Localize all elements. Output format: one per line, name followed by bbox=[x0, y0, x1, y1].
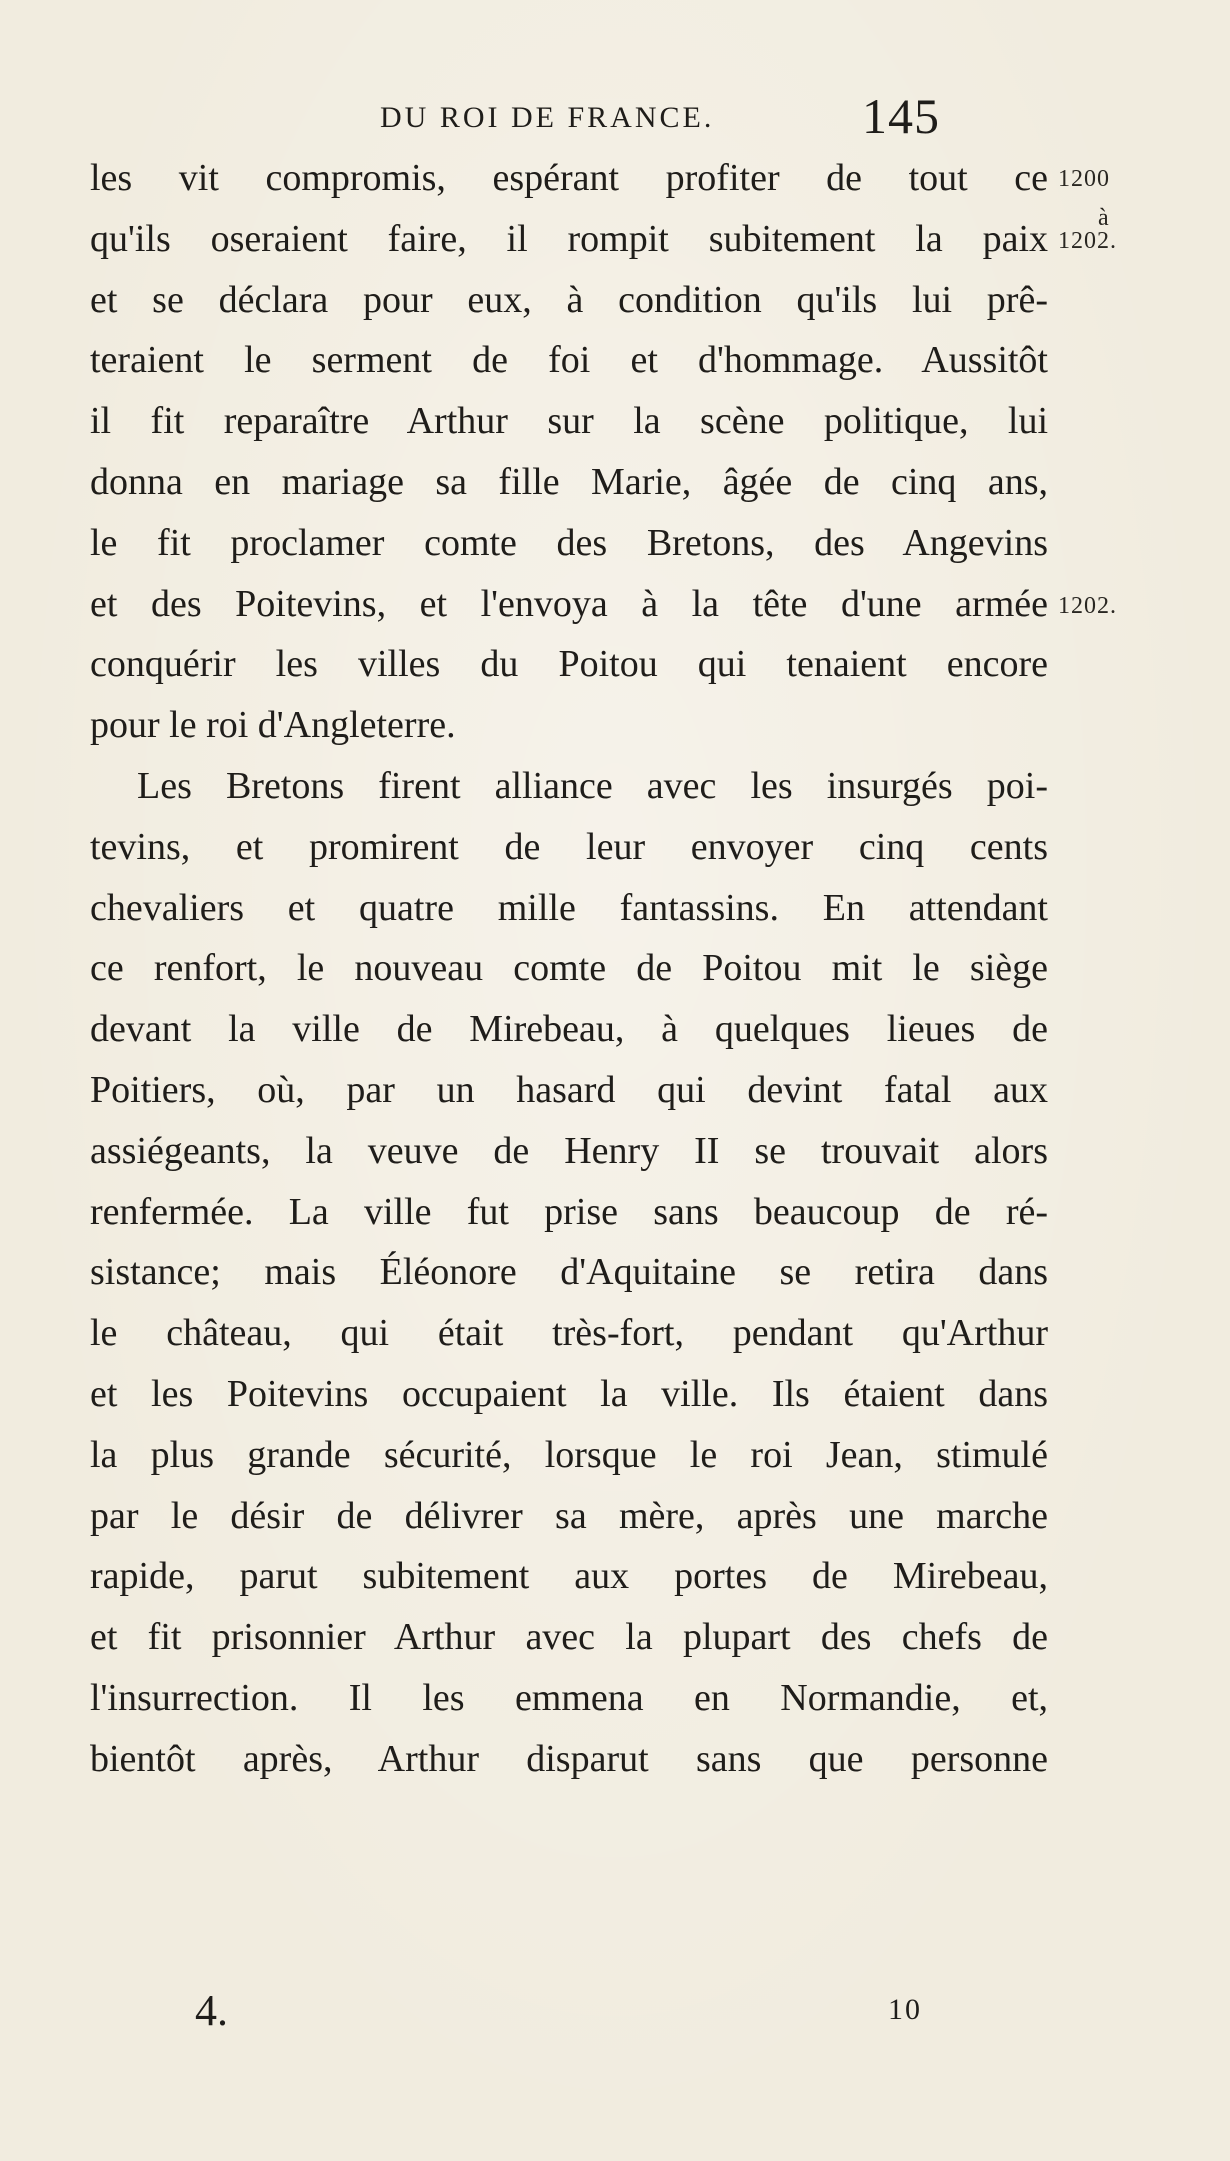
text-line: conquérir les villes du Poitou qui tenaient encore bbox=[90, 643, 1048, 686]
body-text bbox=[90, 148, 1048, 1790]
page-number: 145 bbox=[862, 88, 940, 144]
text-line: ce renfort, le nouveau comte de Poitou mit le siège bbox=[90, 947, 1048, 990]
margin-date-connector: à bbox=[1098, 205, 1110, 231]
signature-mark: 4. bbox=[195, 1986, 228, 2035]
sheet-number: 10 bbox=[888, 1993, 922, 2026]
page-header bbox=[380, 88, 940, 145]
margin-date-single: 1202. bbox=[1058, 593, 1117, 619]
text-line: et des Poitevins, et l'envoya à la tête d'une armée bbox=[90, 582, 1048, 625]
text-line: par le désir de délivrer sa mère, après une marche bbox=[90, 1494, 1048, 1537]
text-line: qu'ils oseraient faire, il rompit subitement la paix bbox=[90, 217, 1048, 260]
text-line: bientôt après, Arthur disparut sans que personne bbox=[90, 1737, 1048, 1780]
text-line: assiégeants, la veuve de Henry II se trouvait alors bbox=[90, 1129, 1048, 1172]
text-line-paragraph-start: Les Bretons firent alliance avec les insurgés poi- bbox=[137, 764, 1048, 807]
margin-date-start: 1200 bbox=[1058, 166, 1110, 192]
text-line: les vit compromis, espérant profiter de tout ce bbox=[90, 157, 1048, 199]
text-line: renfermée. La ville fut prise sans beaucoup de ré- bbox=[90, 1190, 1048, 1233]
text-line: tevins, et promirent de leur envoyer cinq cents bbox=[90, 825, 1048, 868]
page-footer bbox=[195, 1985, 955, 2045]
text-line: et les Poitevins occupaient la ville. Ils étaient dans bbox=[90, 1372, 1048, 1415]
text-line: et fit prisonnier Arthur avec la plupart des chefs de bbox=[90, 1616, 1048, 1659]
text-line: rapide, parut subitement aux portes de Mirebeau, bbox=[90, 1555, 1048, 1598]
text-line: la plus grande sécurité, lorsque le roi Jean, stimulé bbox=[90, 1433, 1048, 1476]
running-head: DU ROI DE FRANCE. bbox=[380, 101, 715, 134]
text-line-paragraph-end: pour le roi d'Angleterre. bbox=[90, 704, 456, 747]
text-line: devant la ville de Mirebeau, à quelques lieues de bbox=[90, 1008, 1048, 1051]
text-line: le château, qui était très-fort, pendant qu'Arthur bbox=[90, 1312, 1048, 1355]
text-line: l'insurrection. Il les emmena en Normandie, et, bbox=[90, 1676, 1048, 1719]
text-line: teraient le serment de foi et d'hommage. Aussitôt bbox=[90, 339, 1048, 382]
text-line: Poitiers, où, par un hasard qui devint fatal aux bbox=[90, 1068, 1048, 1111]
text-line: sistance; mais Éléonore d'Aquitaine se retira dans bbox=[90, 1251, 1048, 1294]
text-line: le fit proclamer comte des Bretons, des Angevins bbox=[90, 521, 1048, 564]
margin-date-end: 1202. bbox=[1058, 228, 1117, 254]
text-line: donna en mariage sa fille Marie, âgée de cinq ans, bbox=[90, 460, 1048, 503]
text-line: chevaliers et quatre mille fantassins. En attendant bbox=[90, 886, 1048, 929]
text-line: et se déclara pour eux, à condition qu'ils lui prê- bbox=[90, 278, 1048, 321]
text-line: il fit reparaître Arthur sur la scène politique, lui bbox=[90, 400, 1048, 443]
